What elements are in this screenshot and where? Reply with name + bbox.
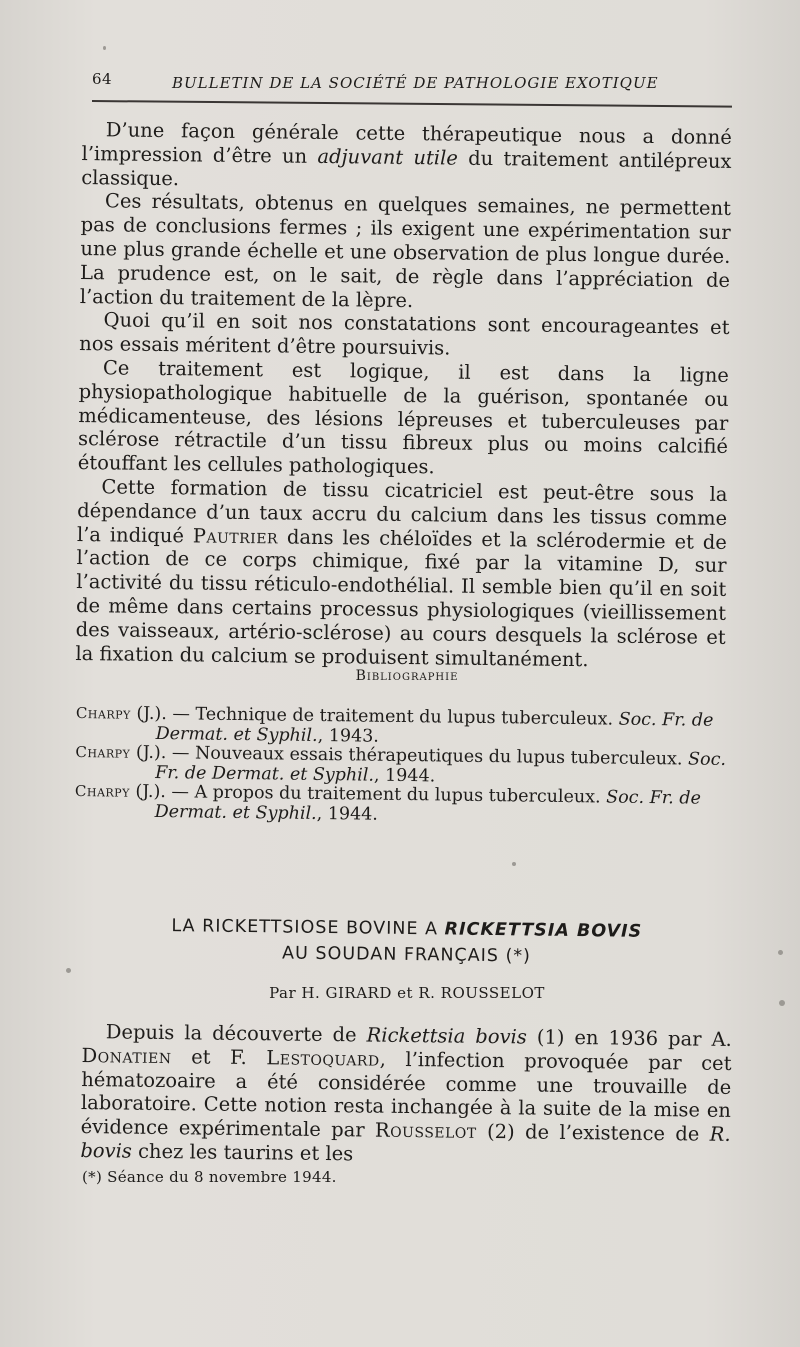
paper-speck <box>778 950 783 955</box>
reference-item: Charpy (J.). — Technique de traitement du lupus tuberculeux. Soc. Fr. de Dermat. et Syphil., 1943. <box>75 703 714 747</box>
footnote: (*) Séance du 8 novembre 1944. <box>82 1168 337 1186</box>
article-title <box>81 912 732 972</box>
paragraph-1: D’une façon générale cette thérapeutique nous a donné l’impression d’être un adjuvant utile du traitement antilépreux classique. <box>81 118 732 190</box>
article-title-line-2: AU SOUDAN FRANÇAIS (*) <box>281 943 532 967</box>
paragraph-2: Ces résultats, obtenus en quelques semaines, ne permettent pas de conclusions fermes ; ils exigent une expérimentation sur une plus grande échelle et une observation de plus longue durée. La prudence est, on le sait, de règle dans l’appréciation de l’action du traitement de la lèpre. <box>79 189 732 312</box>
reference-item: Charpy (J.). — Nouveaux essais thérapeutiques du lupus tuberculeux. Soc. Fr. de Dermat. et Syphil., 1944. <box>75 742 727 786</box>
bibliography-heading: Bibliographie <box>355 668 459 684</box>
header-rule <box>92 100 732 108</box>
article-title-line-1: LA RICKETTSIOSE BOVINE A RICKETTSIA BOVIS <box>171 916 643 942</box>
page-number: 64 <box>92 70 113 88</box>
journal-title: BULLETIN DE LA SOCIÉTÉ DE PATHOLOGIE EXOTIQUE <box>172 74 659 92</box>
bibliography-list <box>75 704 736 829</box>
paragraph-3: Quoi qu’il en soit nos constatations sont encourageantes et nos essais méritent d’être poursuivis. <box>79 308 730 360</box>
paper-speck <box>779 1000 785 1006</box>
intro-paragraph: Depuis la découverte de Rickettsia bovis (1) en 1936 par A. Donatien et F. Lestoquard, l’infection provoquée par cet hématozoaire a été considérée comme une trouvaille de laboratoire. Cette notion resta inchangée à la suite de la mise en évidence expérimentale par Rousselot (2) de l’existence de R. bovis chez les taurins et les <box>80 1020 732 1166</box>
byline: Par H. GIRARD et R. ROUSSELOT <box>269 984 545 1002</box>
paper-speck <box>512 862 516 866</box>
article-body-top <box>75 118 732 673</box>
reference-item: Charpy (J.). — A propos du traitement du lupus tuberculeux. Soc. Fr. de Dermat. et Syphil., 1944. <box>74 781 702 825</box>
paragraph-4: Ce traitement est logique, il est dans la ligne physiopathologique habituelle de la guérison, spontanée ou médicamenteuse, des lésions lépreuses et tuberculeuses par sclérose rétractile d’un tissu fibreux plus ou moins calcifié étouffant les cellules pathologiques. <box>77 356 730 479</box>
article-body-bottom <box>80 1020 732 1171</box>
paper-speck <box>103 46 106 50</box>
paragraph-5: Cette formation de tissu cicatriciel est peut-être sous la dépendance d’un taux accru du calcium dans les tissus comme l’a indiqué Pautrier dans les chéloïdes et la sclérodermie et de l’action de ce corps chimique, fixé par la vitamine D, sur l’activité du tissu réticulo-endothélial. Il semble bien qu’il en soit de même dans certains processus physiologiques (vieillissement des vaisseaux, artério-sclérose) au cours desquels la sclérose et la fixation du calcium se produisent simultanément. <box>75 475 728 671</box>
paper-speck <box>66 968 71 973</box>
